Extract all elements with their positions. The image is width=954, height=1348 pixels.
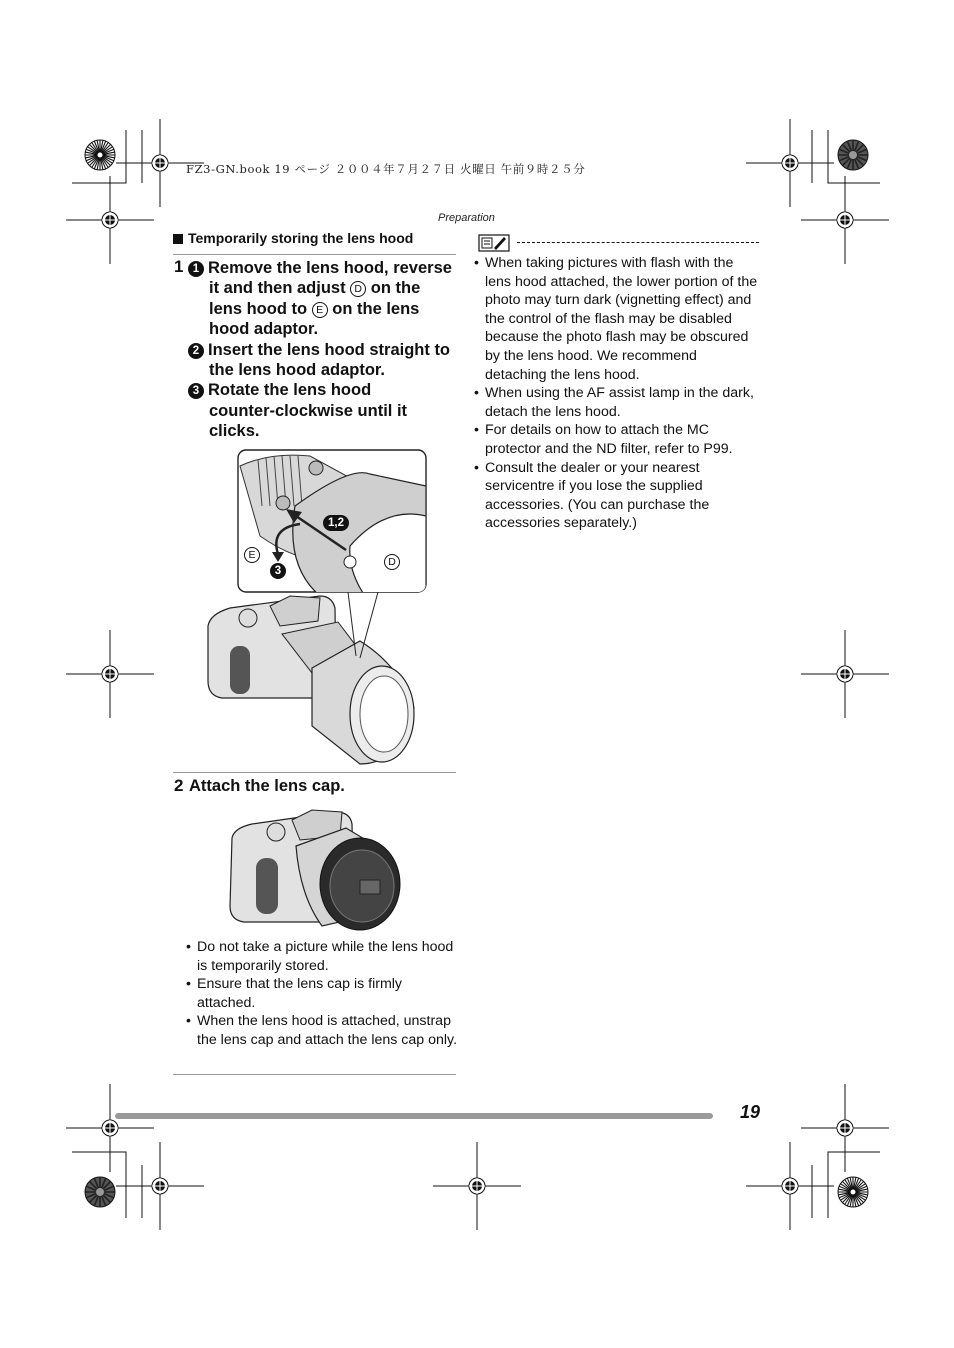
step-2-number: 2 <box>174 776 184 795</box>
step-1-instructions: 1 Remove the lens hood, reverse it and then adjust D on the lens hood to E on the lens hood adaptor. 2 Insert the lens hood straight to the lens hood adaptor. 3 Rotate the lens hood counter-clockwise until it clicks. <box>188 258 460 442</box>
step-2-notes <box>186 938 458 1050</box>
marker-1: 1 <box>188 261 204 277</box>
note-item: • When the lens hood is attached, unstrap the lens cap and attach the lens cap only. <box>186 1012 458 1049</box>
heading-text: Temporarily storing the lens hood <box>188 230 414 246</box>
footer-bar <box>115 1113 713 1119</box>
callout-e: E <box>244 546 260 564</box>
marker-d: D <box>350 281 366 297</box>
section-heading <box>173 230 413 246</box>
notes-dashed-rule <box>517 242 759 243</box>
note-item: • When taking pictures with flash with the lens hood attached, the lower portion of the photo may turn dark (vignetting effect) and the control of the flash may be disabled because the photo flash may be obscured by the lens hood. We recommend detaching the lens hood. <box>474 254 762 384</box>
divider <box>173 772 456 773</box>
lens-cap-illustration <box>226 806 406 936</box>
section-label: Preparation <box>438 212 495 224</box>
divider <box>173 254 456 255</box>
step-1-number: 1 <box>174 257 184 276</box>
note-item: • Consult the dealer or your nearest servicentre if you lose the supplied accessories. (You can purchase the accessories separately.) <box>474 459 762 533</box>
marker-3: 3 <box>188 383 204 399</box>
marker-e: E <box>312 302 328 318</box>
square-bullet-icon <box>173 234 183 244</box>
note-item: • For details on how to attach the MC protector and the ND filter, refer to P99. <box>474 421 762 458</box>
lens-hood-storage-illustration <box>200 446 460 766</box>
note-item: • When using the AF assist lamp in the dark, detach the lens hood. <box>474 384 762 421</box>
step-2-text: Attach the lens cap. <box>189 777 345 795</box>
note-icon <box>478 234 510 252</box>
note-item: • Do not take a picture while the lens hood is temporarily stored. <box>186 938 458 975</box>
marker-2: 2 <box>188 343 204 359</box>
notes-list <box>474 254 762 533</box>
printer-slug-line: FZ3-GN.book 19 ページ ２００４年７月２７日 火曜日 午前９時２５分 <box>186 162 586 176</box>
page-number: 19 <box>740 1102 761 1122</box>
divider <box>173 1074 456 1075</box>
callout-1-2: 1,2 <box>323 514 353 531</box>
callout-d: D <box>384 553 400 571</box>
callout-3: 3 <box>270 562 290 580</box>
note-item: • Ensure that the lens cap is firmly attached. <box>186 975 458 1012</box>
